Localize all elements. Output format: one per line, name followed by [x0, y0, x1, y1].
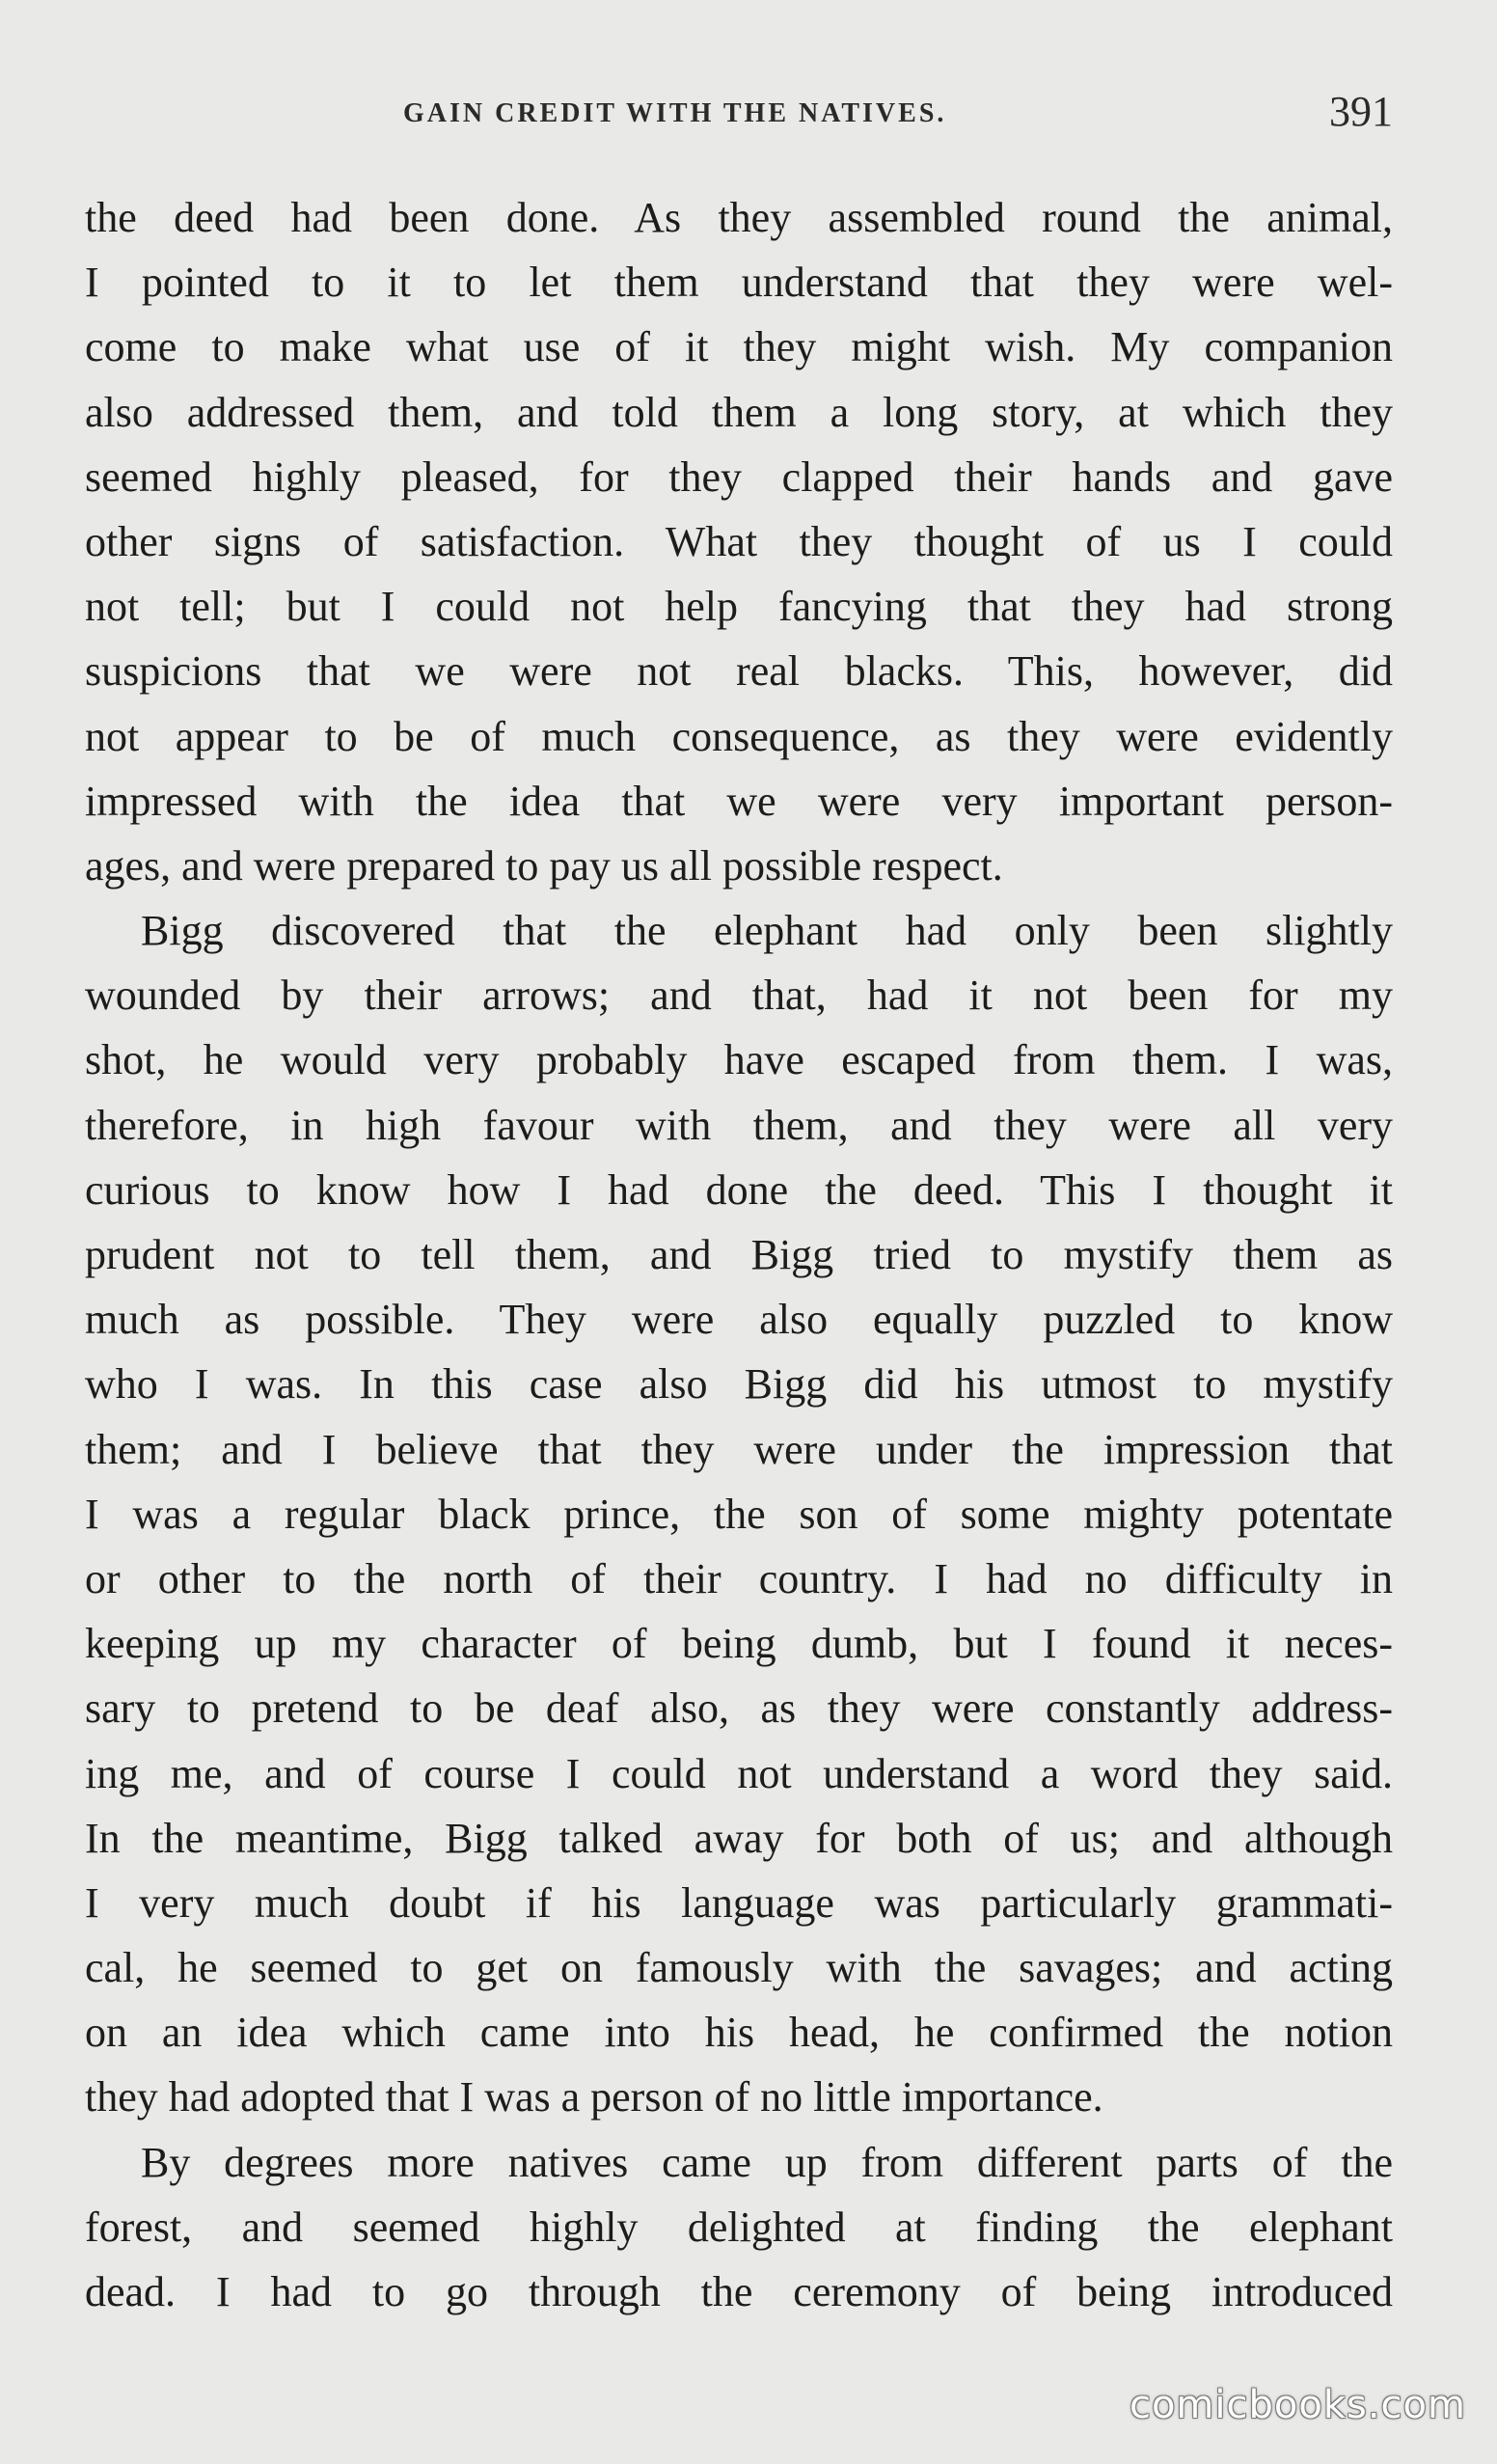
text-line: come to make what use of it they might wish. My companion	[85, 323, 1393, 371]
text-line: forest, and seemed highly delighted at finding the elephant	[85, 2203, 1393, 2251]
text-line: also addressed them, and told them a long story, at which they	[85, 388, 1393, 436]
paragraph-first-line: By degrees more natives came up from different parts of the	[141, 2138, 1393, 2186]
text-line: I pointed to it to let them understand that they were wel-	[85, 259, 1393, 307]
text-line: cal, he seemed to get on famously with the savages; and acting	[85, 1944, 1393, 1992]
text-line: I was a regular black prince, the son of some mighty potentate	[85, 1490, 1393, 1538]
text-line: ing me, and of course I could not understand a word they said.	[85, 1749, 1393, 1797]
text-line: them; and I believe that they were under the impression that	[85, 1425, 1393, 1473]
text-line: not appear to be of much consequence, as they were evidently	[85, 712, 1393, 760]
text-line: keeping up my character of being dumb, but I found it neces-	[85, 1620, 1393, 1668]
text-line: In the meantime, Bigg talked away for both of us; and although	[85, 1814, 1393, 1862]
text-line: seemed highly pleased, for they clapped their hands and gave	[85, 452, 1393, 501]
watermark: comicbooks.com	[1129, 2383, 1466, 2427]
text-line: not tell; but I could not help fancying that they had strong	[85, 583, 1393, 631]
text-line: shot, he would very probably have escaped from them. I was,	[85, 1036, 1393, 1084]
body-text	[85, 185, 1393, 2324]
text-line: the deed had been done. As they assembled round the animal,	[85, 194, 1393, 241]
text-line: they had adopted that I was a person of no little importance.	[85, 2073, 1103, 2122]
text-line: wounded by their arrows; and that, had it not been for my	[85, 972, 1393, 1020]
text-line: prudent not to tell them, and Bigg tried to mystify them as	[85, 1231, 1393, 1278]
paragraph-first-line: Bigg discovered that the elephant had only been slightly	[141, 907, 1393, 955]
running-title: GAIN CREDIT WITH THE NATIVES.	[403, 98, 947, 128]
text-line: on an idea which came into his head, he confirmed the notion	[85, 2009, 1393, 2057]
text-line: suspicions that we were not real blacks. This, however, did	[85, 647, 1393, 696]
text-line: ages, and were prepared to pay us all possible respect.	[85, 841, 1003, 890]
text-line: curious to know how I had done the deed. This I thought it	[85, 1165, 1393, 1214]
text-line: dead. I had to go through the ceremony of being introduced	[85, 2268, 1393, 2315]
page-number: 391	[1329, 88, 1393, 135]
text-line: therefore, in high favour with them, and they were all very	[85, 1101, 1393, 1149]
running-head	[85, 87, 1393, 145]
text-line: impressed with the idea that we were very important person-	[85, 777, 1393, 825]
text-line: much as possible. They were also equally puzzled to know	[85, 1296, 1393, 1344]
text-line: sary to pretend to be deaf also, as they were constantly address-	[85, 1684, 1393, 1733]
text-line: other signs of satisfaction. What they thought of us I could	[85, 517, 1393, 565]
text-line: who I was. In this case also Bigg did his utmost to mystify	[85, 1360, 1393, 1409]
text-line: I very much doubt if his language was particularly grammati-	[85, 1878, 1393, 1927]
text-line: or other to the north of their country. I had no difficulty in	[85, 1554, 1393, 1602]
